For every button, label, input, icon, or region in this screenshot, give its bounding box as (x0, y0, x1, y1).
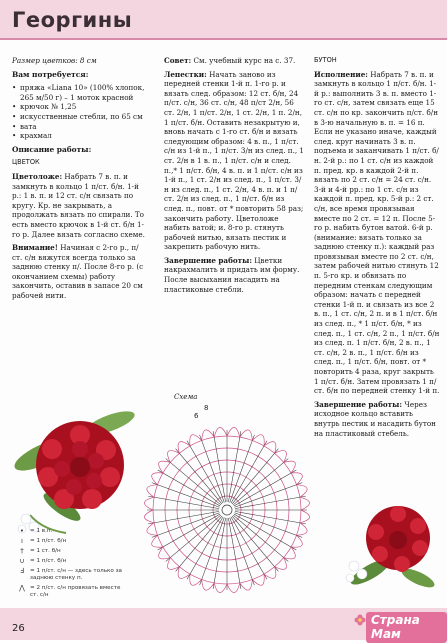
size-line: Размер цветков: 8 см (12, 56, 97, 65)
tip-label: Совет: (164, 56, 192, 65)
exec-text: Набрать 7 в. п. и замкнуть в кольцо 1 п/ст. б/н. 1-й р.: выполнить 3 в. п. вместо 1-го ст. с/н, затем связать еще 15 ст. с/н по кр. закончить п/ст. б/н в 3-ю начальную в. п. = 16 п. Если не указано иначе, каждый след. круг начинать 3 в. п. подъема и заканчивать 1 п/ст. б/н. 2-й р.: по 1 ст. с/н из каждой п. пред. кр. в каждой 2-й п. вязать по 2 ст. с/н = 24 ст. с/н. 3-й и 4-й рр.: по 1 ст. с/н из каждой п. пред. кр. 5-й р.: 2 ст. с/н, все время провязывая вместе по 2 ст. = 12 п. После 5-го р. набить бутон ватой. 6-й р. (внимание: вязать только за заднюю стенку п.): каждый раз провязывая вместе по 2 ст. с/н, затем рабочей нитью стянуть 12 п. 5-го кр. и обвязать по передним стенкам следующим образом: начать с передней стенки 1-й п. и связать из все 2 в. п., 1 ст. с/н, 2 п. и в 1 п/ст. б/н из след. п., * 1 п/ст. б/н, * из след. п., 1 ст. с/н, 2 п., 1 п/ст. б/н из след. п. 1 п/ст. б/н, 2 в. п., 1 ст. с/н, 2 в. п., 1 п/ст. б/н из след. п., 1 п/ст. б/н, повт. от * повторить 4 раза, круг закрыть 1 п/ст. б/н. Затем провязать 1 п/ст. б/н по передней стенку 1-й п. (314, 69, 440, 396)
dahlia-bud-photo-right (340, 488, 440, 600)
petal-loop (159, 461, 171, 473)
legend-symbol: † (20, 547, 24, 555)
material-item: • искусственные стебли, по 65 см (12, 112, 148, 122)
stitch-spoke (235, 511, 306, 524)
legend-row (14, 558, 130, 565)
page-number: 26 (12, 623, 25, 634)
stitch-spoke (228, 431, 241, 502)
legend-symbol: ı (21, 537, 23, 545)
petal-loop (202, 430, 215, 441)
petal-loop (168, 451, 180, 463)
scheme-row-label: 6 (194, 412, 199, 420)
legend-text: = 1 ст. б/н (30, 548, 61, 554)
legend-row (14, 548, 130, 555)
legend-symbol: ⋀ (19, 584, 25, 592)
tip-text: См. учебный курс на с. 37. (193, 56, 296, 65)
title-rule (0, 38, 447, 40)
stitch-spoke (213, 431, 226, 502)
legend-symbol: Ⅎ (19, 567, 25, 575)
petal-loop (202, 580, 215, 591)
legend-row (14, 538, 130, 545)
petals-label: Лепестки: (164, 69, 207, 79)
column-left (12, 56, 148, 305)
petal-loop (178, 442, 190, 454)
flower-heading: ЦВЕТОК (12, 158, 40, 167)
petal-loop (297, 485, 308, 498)
scheme-start-label: 8 (204, 404, 209, 412)
exec-label: Исполнение: (314, 69, 368, 79)
legend-symbol: • (19, 527, 25, 535)
symbol-legend (14, 528, 130, 602)
material-item: • вата (12, 122, 148, 132)
petal-loop (264, 442, 276, 454)
petal-loop (159, 547, 171, 559)
petal-loop (178, 567, 190, 579)
petal-loop (227, 427, 240, 437)
page-title: Георгины (12, 8, 133, 32)
petal-loop (147, 523, 158, 536)
column-middle (164, 56, 304, 298)
flower-label: Цветоложе: (12, 171, 63, 181)
stitch-spoke (148, 511, 219, 524)
legend-row (14, 528, 130, 535)
finish-label: Завершение работы: (164, 255, 252, 265)
materials-list (12, 83, 148, 141)
material-item: • пряжа «Liana 10» (100% хлопок, 265 м/50 г) – 1 моток красной (12, 83, 148, 102)
finish-paragraph (164, 256, 304, 294)
legend-text: = 1 п/ст. б/н (30, 558, 67, 564)
crochet-scheme (114, 398, 340, 610)
material-item: • крючок № 1,25 (12, 102, 148, 112)
petal-loop (144, 510, 154, 523)
bud-finish-text: Через исходное кольцо вставить внутрь пестик и насадить бутон на пластиковый стебель. (314, 399, 436, 438)
legend-text: = 2 п/ст. с/н провязать вместе ст. с/н (30, 585, 121, 598)
petals-paragraph (164, 70, 304, 252)
petal-loop (227, 583, 240, 593)
flower-text: Набрать 7 в. п. и замкнуть в кольцо 1 п/ст. б/н. 1-й р.: 1 в. п. и 12 ст. с/н связать по кругу. Кр. не закрывать, а продолжать вязать по спирали. То есть вместо крючок в 1-й ст. б/н 1-го р. Далее вязать согласно схеме. (12, 171, 145, 239)
flower-logo-icon (354, 614, 366, 626)
legend-row (14, 585, 130, 599)
petal-loop (168, 558, 180, 570)
bud-finish-label: Завершение работы: (314, 399, 402, 409)
petal-loop (214, 583, 227, 593)
exec-paragraph (314, 70, 440, 396)
petal-loop (284, 547, 296, 559)
petals-text: Начать заново из передней стенки 1-й п. 1-го р. и вязать след. образом: 12 ст. б/н, 24 п/ст. с/н, 36 ст. с/н, 48 п/ст 2/н, 56 ст. 2/н, 1 п/ст. 2/н, 1 ст. 2/н, 1 п. 2/н, 1 п/ст. б/н. Оставить незакрытую и, вновь начать с 1-го ст. б/н и вязать следующим образом: 4 в. п., 1 п/ст. с/н из 1-й п., 1 п/ст. 3/н из след. п., 1 ст. 2/н в 1 в. п., 1 п/ст. с/н и след. п.,* 1 п/ст. б/н, 4 в. п. и 1 п/ст. с/н из 1-й п., 1 ст. 2/н из след. п., 1 п/ст. 3/н из след. п., 1 ст. 2/н, 4 в. п. и 1 п/ст. 2/н из след. п., 1 п/ст. б/н из след. п., повт. от * повторить 58 раз; закончить работу. Цветоложе набить ватой; и. 8-го р. стянуть рабочей нитью, вязать пестик и закрепить рабочую нить. (164, 69, 305, 252)
petal-loop (240, 430, 253, 441)
materials-heading: Вам потребуется: (12, 69, 89, 79)
petal-loop (297, 523, 308, 536)
petal-loop (144, 497, 154, 510)
petal-loop (147, 485, 158, 498)
legend-symbol: ∪ (19, 557, 25, 565)
flower-paragraph (12, 172, 148, 239)
petal-loop (300, 510, 310, 523)
attention-text: Начиная с 2-го р., п/ст. с/н вяжутся всегда только за заднюю стенку п/. После 8-го р. (с окончанием схемы) работу закончить, оставив в запасе 20 см рабочей нити. (12, 243, 144, 301)
legend-text: = 1 п/ст. с/н — здесь только за заднюю стенку п. (30, 568, 122, 581)
petal-loop (264, 567, 276, 579)
finish-text: Цветки накрахмалить и придать им форму. После высыхания насадить на пластиковые стебли. (164, 255, 300, 294)
petal-loop (275, 451, 287, 463)
stitch-spoke (213, 518, 226, 589)
petal-loop (275, 558, 287, 570)
work-heading: Описание работы: (12, 144, 92, 154)
stitch-spoke (148, 496, 219, 509)
column-right (314, 56, 440, 442)
stitch-spoke (235, 496, 306, 509)
bud-heading: БУТОН (314, 56, 337, 64)
legend-text: = 1 в.п. (30, 528, 53, 534)
petal-loop (300, 497, 310, 510)
attention-label: Внимание! (12, 243, 58, 253)
site-watermark[interactable]: Страна Мам (366, 612, 447, 643)
petal-loop (214, 427, 227, 437)
petal-loop (240, 580, 253, 591)
stitch-spoke (228, 518, 241, 589)
tip-paragraph (164, 56, 304, 66)
petal-loop (284, 461, 296, 473)
scheme-title: Схема (174, 393, 198, 401)
legend-row (14, 568, 130, 582)
legend-text: = 1 п/ст. б/н (30, 538, 67, 544)
attention-paragraph (12, 243, 148, 301)
material-item: • крахмал (12, 131, 148, 141)
